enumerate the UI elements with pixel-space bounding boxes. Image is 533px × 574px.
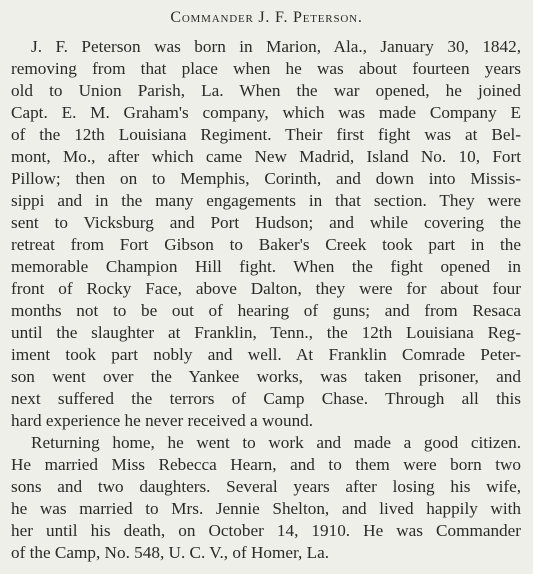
paragraph-1-line: sent to Vicksburg and Port Hudson; and while covering the: [11, 213, 521, 232]
paragraph-1-line: next suffered the terrors of Camp Chase. Through all this: [11, 389, 521, 408]
paragraph-2-line: sons and two daughters. Several years after losing his wife,: [11, 477, 521, 496]
paragraph-1-line: of the 12th Louisiana Regiment. Their first fight was at Bel-: [11, 125, 521, 144]
paragraph-1-line: Pillow; then on to Memphis, Corinth, and down into Missis-: [11, 169, 521, 188]
paragraph-1-line: hard experience he never received a wound.: [11, 411, 314, 430]
paragraph-1-line: memorable Champion Hill fight. When the fight opened in: [11, 257, 521, 276]
paragraph-1-line: until the slaughter at Franklin, Tenn., the 12th Louisiana Reg-: [11, 323, 521, 342]
paragraph-2-line: of the Camp, No. 548, U. C. V., of Homer, La.: [11, 543, 330, 562]
paragraph-1-line: removing from that place when he was about fourteen years: [11, 59, 521, 78]
paragraph-2-line: he was married to Mrs. Jennie Shelton, and lived happily with: [11, 499, 521, 518]
paragraph-2-line: Returning home, he went to work and made a good citizen.: [31, 433, 521, 452]
paragraph-1-line: months not to be out of hearing of guns; and from Resaca: [11, 301, 521, 320]
paragraph-1-line: old to Union Parish, La. When the war opened, he joined: [11, 81, 521, 100]
paragraph-1-line: Capt. E. M. Graham's company, which was made Company E: [11, 103, 521, 122]
paragraph-1-line: J. F. Peterson was born in Marion, Ala., January 30, 1842,: [31, 37, 521, 56]
paragraph-1-line: mont, Mo., after which came New Madrid, Island No. 10, Fort: [11, 147, 521, 166]
paragraph-2-line: her until his death, on October 14, 1910. He was Commander: [11, 521, 521, 540]
paragraph-1-line: front of Rocky Face, above Dalton, they were for about four: [11, 279, 521, 298]
paragraph-2-line: He married Miss Rebecca Hearn, and to them were born two: [11, 455, 521, 474]
paragraph-1-line: iment took part nobly and well. At Franklin Comrade Peter-: [11, 345, 521, 364]
paragraph-1-line: sippi and in the many engagements in that section. They were: [11, 191, 521, 210]
article-title: Commander J. F. Peterson.: [170, 9, 363, 26]
paragraph-1-line: son went over the Yankee works, was taken prisoner, and: [11, 367, 521, 386]
paragraph-1-line: retreat from Fort Gibson to Baker's Creek took part in the: [11, 235, 521, 254]
